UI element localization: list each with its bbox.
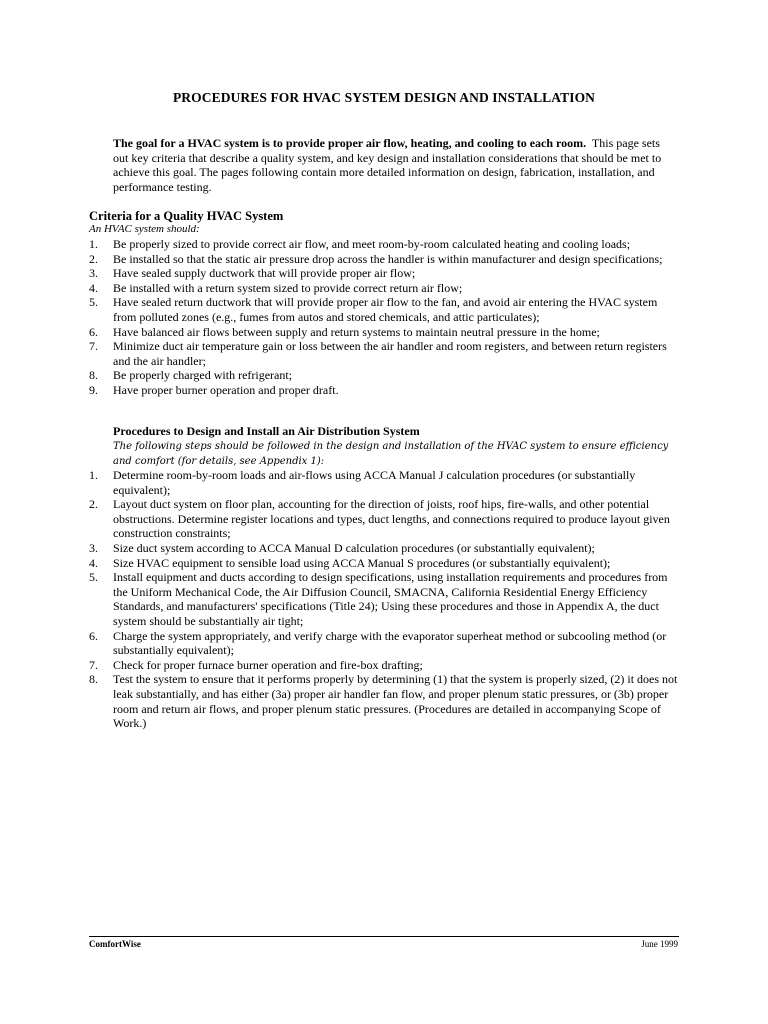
- list-item-number: 1.: [89, 468, 98, 482]
- list-item-text: Have proper burner operation and proper draft.: [113, 382, 339, 397]
- intro-paragraph: [113, 136, 678, 194]
- list-item-text: Be installed with a return system sized to provide correct return air flow;: [113, 280, 463, 295]
- list-item-number: 6.: [89, 324, 98, 339]
- page-title: PROCEDURES FOR HVAC SYSTEM DESIGN AND INSTALLATION: [172, 90, 596, 105]
- list-item: [89, 252, 679, 267]
- list-item-text: Charge the system appropriately, and verify charge with the evaporator superheat method or subcooling method (or substantially equivalent);: [113, 628, 667, 658]
- list-item: [89, 325, 679, 340]
- list-item-text: Have sealed supply ductwork that will provide proper air flow;: [113, 266, 416, 281]
- section2-heading: Procedures to Design and Install an Air Distribution System: [113, 424, 420, 438]
- list-item: [89, 629, 679, 658]
- list-item: [89, 468, 679, 497]
- list-item: [89, 295, 679, 324]
- list-item-number: 1.: [89, 237, 98, 251]
- list-item-text: Have sealed return ductwork that will provide proper air flow to the fan, and avoid air entering the HVAC system from polluted zones (e.g., fumes from autos and stored chemicals, and attic particulates);: [113, 295, 658, 324]
- list-item-number: 4.: [89, 555, 98, 570]
- section1-heading: Criteria for a Quality HVAC System: [89, 209, 284, 223]
- footer-brand: ComfortWise: [89, 939, 141, 949]
- list-item-text: Layout duct system on floor plan, accounting for the direction of joists, roof hips, fire-walls, and other potential obstructions. Determine register locations and types, duct lengths, and connections required to produce layout given construction constraints;: [113, 497, 670, 541]
- list-item-number: 8.: [89, 368, 98, 383]
- footer-date: June 1999: [641, 939, 678, 949]
- list-item: [89, 541, 679, 556]
- procedures-list: [89, 468, 679, 731]
- criteria-list: [89, 237, 679, 398]
- section2-subheading: The following steps should be followed in the design and installation of the HVAC system to ensure efficiency and comfort (for details, see Appendix 1):: [113, 441, 669, 467]
- list-item-text: Minimize duct air temperature gain or loss between the air handler and room registers, and between return registers and the air handler;: [113, 339, 667, 368]
- list-item: [89, 570, 679, 628]
- list-item-number: 3.: [89, 540, 98, 555]
- intro-rest-text: This page sets out key criteria that describe a quality system, and key design and installation considerations that should be met to achieve this goal. The pages following contain more detailed information on design, fabrication, installation, and performance testing.: [113, 136, 662, 194]
- list-item: [89, 266, 679, 281]
- section1-subheading: An HVAC system should:: [89, 223, 200, 235]
- list-item: [89, 368, 679, 383]
- list-item: [89, 672, 679, 730]
- list-item: [89, 556, 679, 571]
- list-item-number: 7.: [89, 339, 98, 354]
- list-item-number: 5.: [89, 570, 98, 585]
- list-item: [89, 339, 679, 368]
- list-item-number: 5.: [89, 295, 98, 310]
- list-item: [89, 497, 679, 541]
- list-item-number: 7.: [89, 657, 98, 672]
- intro-bold-sentence: The goal for a HVAC system is to provide proper air flow, heating, and cooling to each room.: [113, 136, 587, 150]
- list-item-text: Be installed so that the static air pressure drop across the handler is within manufacturer and design specifications;: [113, 251, 663, 266]
- list-item: [89, 237, 679, 252]
- list-item-number: 4.: [89, 280, 98, 295]
- list-item-number: 6.: [89, 628, 98, 643]
- list-item-number: 9.: [89, 382, 98, 397]
- list-item-number: 8.: [89, 672, 98, 687]
- list-item-text: Determine room-by-room loads and air-flows using ACCA Manual J calculation procedures (or substantially equivalent);: [113, 468, 636, 497]
- list-item-text: Have balanced air flows between supply and return systems to maintain neutral pressure in the home;: [113, 324, 600, 339]
- list-item-number: 2.: [89, 251, 98, 266]
- list-item-text: Be properly charged with refrigerant;: [113, 368, 293, 383]
- list-item: [89, 383, 679, 398]
- footer-divider: [89, 936, 679, 937]
- list-item-number: 2.: [89, 497, 98, 512]
- list-item-number: 3.: [89, 266, 98, 281]
- list-item-text: Size duct system according to ACCA Manual D calculation procedures (or substantially equivalent);: [113, 540, 595, 555]
- list-item: [89, 281, 679, 296]
- list-item-text: Check for proper furnace burner operation and fire-box drafting;: [113, 657, 423, 672]
- list-item-text: Install equipment and ducts according to design specifications, using installation requirements and procedures from the Uniform Mechanical Code, the Air Diffusion Council, SMACNA, California Residential Energy Efficiency Standards, and manufacturers' specifications (Title 24); Using these procedures and those in Appendix A, the duct system should be substantially air tight;: [113, 570, 668, 628]
- list-item-text: Test the system to ensure that it performs properly by determining (1) that the system is properly sized, (2) it does not leak substantially, and has either (3a) proper air handler fan flow, and proper plenum static pressures, or (3b) proper room and return air flows, and proper plenum static pressures. (Procedures are detailed in accompanying Scope of Work.): [113, 672, 678, 731]
- list-item-text: Size HVAC equipment to sensible load using ACCA Manual S procedures (or substantially equivalent);: [113, 555, 611, 570]
- list-item-text: Be properly sized to provide correct air flow, and meet room-by-room calculated heating and cooling loads;: [113, 237, 631, 251]
- list-item: [89, 658, 679, 673]
